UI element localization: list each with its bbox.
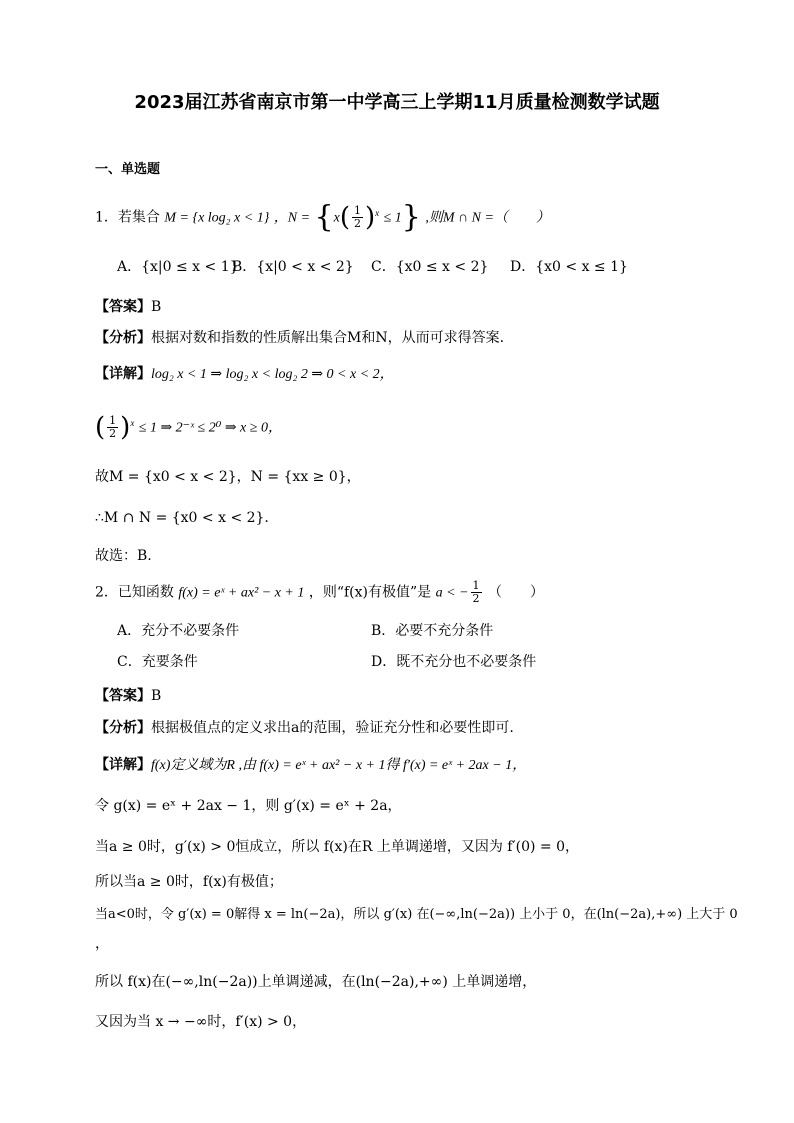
q1-option-c: C．{x0 ≤ x < 2}	[371, 259, 489, 275]
q2-detail-5: 当a<0时，令 g′(x) = 0解得 x = ln(−2a)，所以 g′(x) 在(−∞,ln(−2a)) 上小于 0，在(ln(−2a),+∞) 上大于 0	[95, 907, 738, 922]
q1-detail-2: ( $\frac{1}{2}$ )$^x$ ≤ 1 ⇒ 2⁻ˣ ≤ 2⁰ ⇒ x ≥ 0，	[95, 412, 282, 443]
q2-detail-1: 【详解】f(x)定义域为R ,由 f(x) = eˣ + ax² − x + 1得 f′(x) = eˣ + 2ax − 1，	[95, 757, 527, 773]
q1-stem-suffix: ,则M ∩ N =（ ）	[425, 210, 550, 226]
q1-stem-prefix: 1．若集合	[95, 209, 160, 226]
q1-detail-3: 故M = {x0 < x < 2}，N = {xx ≥ 0}，	[95, 469, 361, 485]
q2-option-b: B．必要不充分条件	[371, 623, 494, 639]
q2-detail-4: 所以当a ≥ 0时，f(x)有极值；	[95, 874, 283, 890]
q2-detail-6: 所以 f(x)在(−∞,ln(−2a))上单调递减，在(ln(−2a),+∞) 上单调递增，	[95, 974, 537, 990]
q1-n-fraction: $\frac{1}{2}$	[354, 204, 361, 231]
q2-detail-7: 又因为当 x → −∞时，f′(x) > 0，	[95, 1014, 307, 1030]
q1-detail-1: 【详解】log₂ x < 1 ⇒ log₂ x < log₂ 2 ⇒ 0 < x < 2，	[95, 366, 394, 382]
q1-n-tail: ≤ 1	[383, 210, 402, 226]
q2-detail-5-cont: ，	[95, 936, 109, 952]
q1-option-a: A．{x|0 ≤ x < 1}	[117, 259, 239, 275]
q2-stem-fraction: $\frac{1}{2}$	[472, 579, 480, 605]
q1-n-label: ，N =	[273, 210, 311, 226]
q2-analysis: 【分析】根据极值点的定义求出a的范围，验证充分性和必要性即可.	[95, 720, 514, 736]
q2-detail-2: 令 g(x) = eˣ + 2ax − 1，则 g′(x) = eˣ + 2a，	[95, 798, 402, 814]
section-heading: 一、单选题	[95, 162, 161, 177]
q1-set-m: M = {x log₂ x < 1}	[164, 210, 270, 226]
q1-n-inner: x	[333, 210, 340, 226]
q2-stem: 2．已知函数 f(x) = eˣ + ax² − x + 1 ，则“f(x)有极值”是 a < − $\frac{1}{2}$ （ ）	[95, 579, 544, 605]
q1-option-b: B．{x|0 < x < 2}	[232, 259, 354, 275]
q2-option-a: A．充分不必要条件	[117, 623, 240, 639]
q2-answer: 【答案】B	[95, 688, 162, 704]
q2-option-d: D．既不充分也不必要条件	[371, 654, 537, 670]
q2-option-c: C．充要条件	[117, 654, 198, 670]
exam-title: 2023届江苏省南京市第一中学高三上学期11月质量检测数学试题	[134, 92, 660, 113]
q1-choose: 故选：B.	[95, 548, 152, 564]
q2-detail-3: 当a ≥ 0时，g′(x) > 0恒成立，所以 f(x)在R 上单调递增，又因为 f′(0) = 0，	[95, 839, 580, 855]
q1-detail-fraction: $\frac{1}{2}$	[109, 414, 117, 441]
q1-detail-4: ∴M ∩ N = {x0 < x < 2}.	[95, 510, 269, 526]
q1-stem: 1．若集合 M = {x log₂ x < 1} ，N = {x( $\frac{1}{2}$ )$^x$ ≤ 1} ,则M ∩ N =（ ）	[95, 199, 550, 235]
q1-answer: 【答案】B	[95, 299, 162, 315]
q1-option-d: D．{x0 < x ≤ 1}	[510, 259, 628, 275]
q1-analysis: 【分析】根据对数和指数的性质解出集合M和N，从而可求得答案.	[95, 330, 505, 346]
